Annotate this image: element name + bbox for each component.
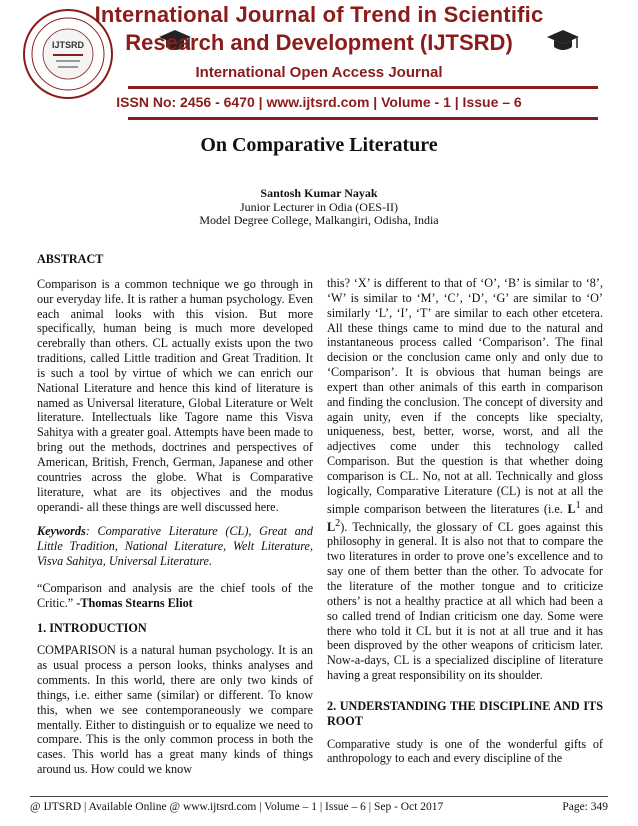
journal-header [0, 0, 638, 120]
journal-issn-line: ISSN No: 2456 - 6470 | www.ijtsrd.com | Volume - 1 | Issue – 6 [116, 94, 522, 110]
abstract-text: Comparison is a common technique we go through in our everyday life. It is rather a human psychology. Even each animal looks with this vision. But more specifically, human being is much more developed cerebrally than others. CL actually exists upon the two traditions, called Little tradition and Great Tradition. It is such a tool by virtue of which we can enrich our National Literature and hence this kind of literature is named as Universal literature, Global Literature or Welt literature. Intellectuals like Tagore name this Visva Sahitya with a greater goal. Attempts have been made to bring out the methods, doctrines and perspectives of American, British, French, German, Japanese and other countries across the globe. What is Comparative literature, what are its objectives and the modus operandi- all these things are well discussed here. [37, 276, 313, 514]
keywords [37, 524, 313, 569]
author-name: Santosh Kumar Nayak [260, 186, 378, 200]
left-column [37, 252, 313, 777]
journal-subtitle: International Open Access Journal [195, 64, 443, 81]
author-position: Junior Lecturer in Odia (OES-II) [240, 200, 398, 214]
author-institution: Model Degree College, Malkangiri, Odisha, India [199, 213, 439, 227]
header-rule-bottom [128, 117, 598, 120]
footer-citation: @ IJTSRD | Available Online @ www.ijtsrd.com | Volume – 1 | Issue – 6 | Sep - Oct 2017 [30, 801, 444, 813]
keywords-label: Keywords [37, 524, 86, 539]
header-rule-top [128, 86, 598, 89]
page-number: Page: 349 [562, 801, 608, 813]
keywords-text: : Comparative Literature (CL), Great and Little Tradition, National Literature, Welt Literature, Visva Sahitya, Universal Literature. [37, 524, 313, 569]
svg-text:IJTSRD: IJTSRD [51, 40, 85, 50]
section-heading-discipline: 2. UNDERSTANDING THE DISCIPLINE AND ITS ROOT [327, 698, 603, 728]
body-paragraph: this? ‘X’ is different to that of ‘O’, ‘B’ is similar to ‘8’, ‘W’ is similar to ‘M’, ‘C’, ‘D’, ‘G’ are similar to ‘O’ similarly ‘L’, ‘I’, ‘T’ are similar to each other etcetera. All these things came to mind due to the natural and instantaneous process called ‘Comparison’. The final decision or the conclusion came only and only due to ‘Comparison’. It is obvious that human beings are expert than other animals of this earth in comparison and finding the conclusion. The concept of diversity and again unity, even if the concepts like specialty, uniqueness, best, better, worse, worst, and all the adjectives come under this technology called Comparison. But the question is that whether doing comparison is CL. No, not at all. Technically and gloss logically, Comparative Literature (CL) is not at all the simple comparison between the literatures (i.e. $L^1$ and $L^2$). Technically, the glossary of CL goes against this philosophy in general. It is also not that to compare the two literatures in order to prove one’s excellence and to say one of them better than the other. To advocate for the literature of the mother tongue and to criticize others’ is not a healthy practice at all which had been a so called trend of Indian criticism one day. Some were there who told it CL but it is not at all true and it has been disproved by the other weapons of criticism later. Now-a-days, CL is a specialized discipline of literature having a great responsibility on its shoulder. [327, 276, 603, 683]
journal-name-line1: International Journal of Trend in Scientific [94, 2, 544, 27]
right-column [327, 276, 603, 766]
quote-author: -Thomas Stearns Eliot [76, 595, 193, 610]
paper-title: On Comparative Literature [200, 134, 438, 156]
section-heading-introduction: 1. INTRODUCTION [37, 620, 147, 635]
abstract-heading: ABSTRACT [37, 252, 104, 266]
introduction-text: COMPARISON is a natural human psychology. It is an as usual process a person looks, thinks analyses and comments. In this world, there are only two kinds of things, i.e. either same (similar) or different. To know this, when we see contemporaneously we compare mentally. Either to distinguish or to equalize we need to compare. This is the only common process in both the cases. This world has a great many kinds of things around us. How could we know [37, 643, 313, 777]
journal-name-line2: Research and Development (IJTSRD) [125, 30, 513, 55]
epigraph-quote: “Comparison and analysis are the chief tools of the Critic.” -Thomas Stearns Eliot [37, 580, 313, 610]
page-footer [30, 796, 608, 813]
section2-text: Comparative study is one of the wonderful gifts of anthropology to each and every discipline of the [327, 736, 603, 766]
